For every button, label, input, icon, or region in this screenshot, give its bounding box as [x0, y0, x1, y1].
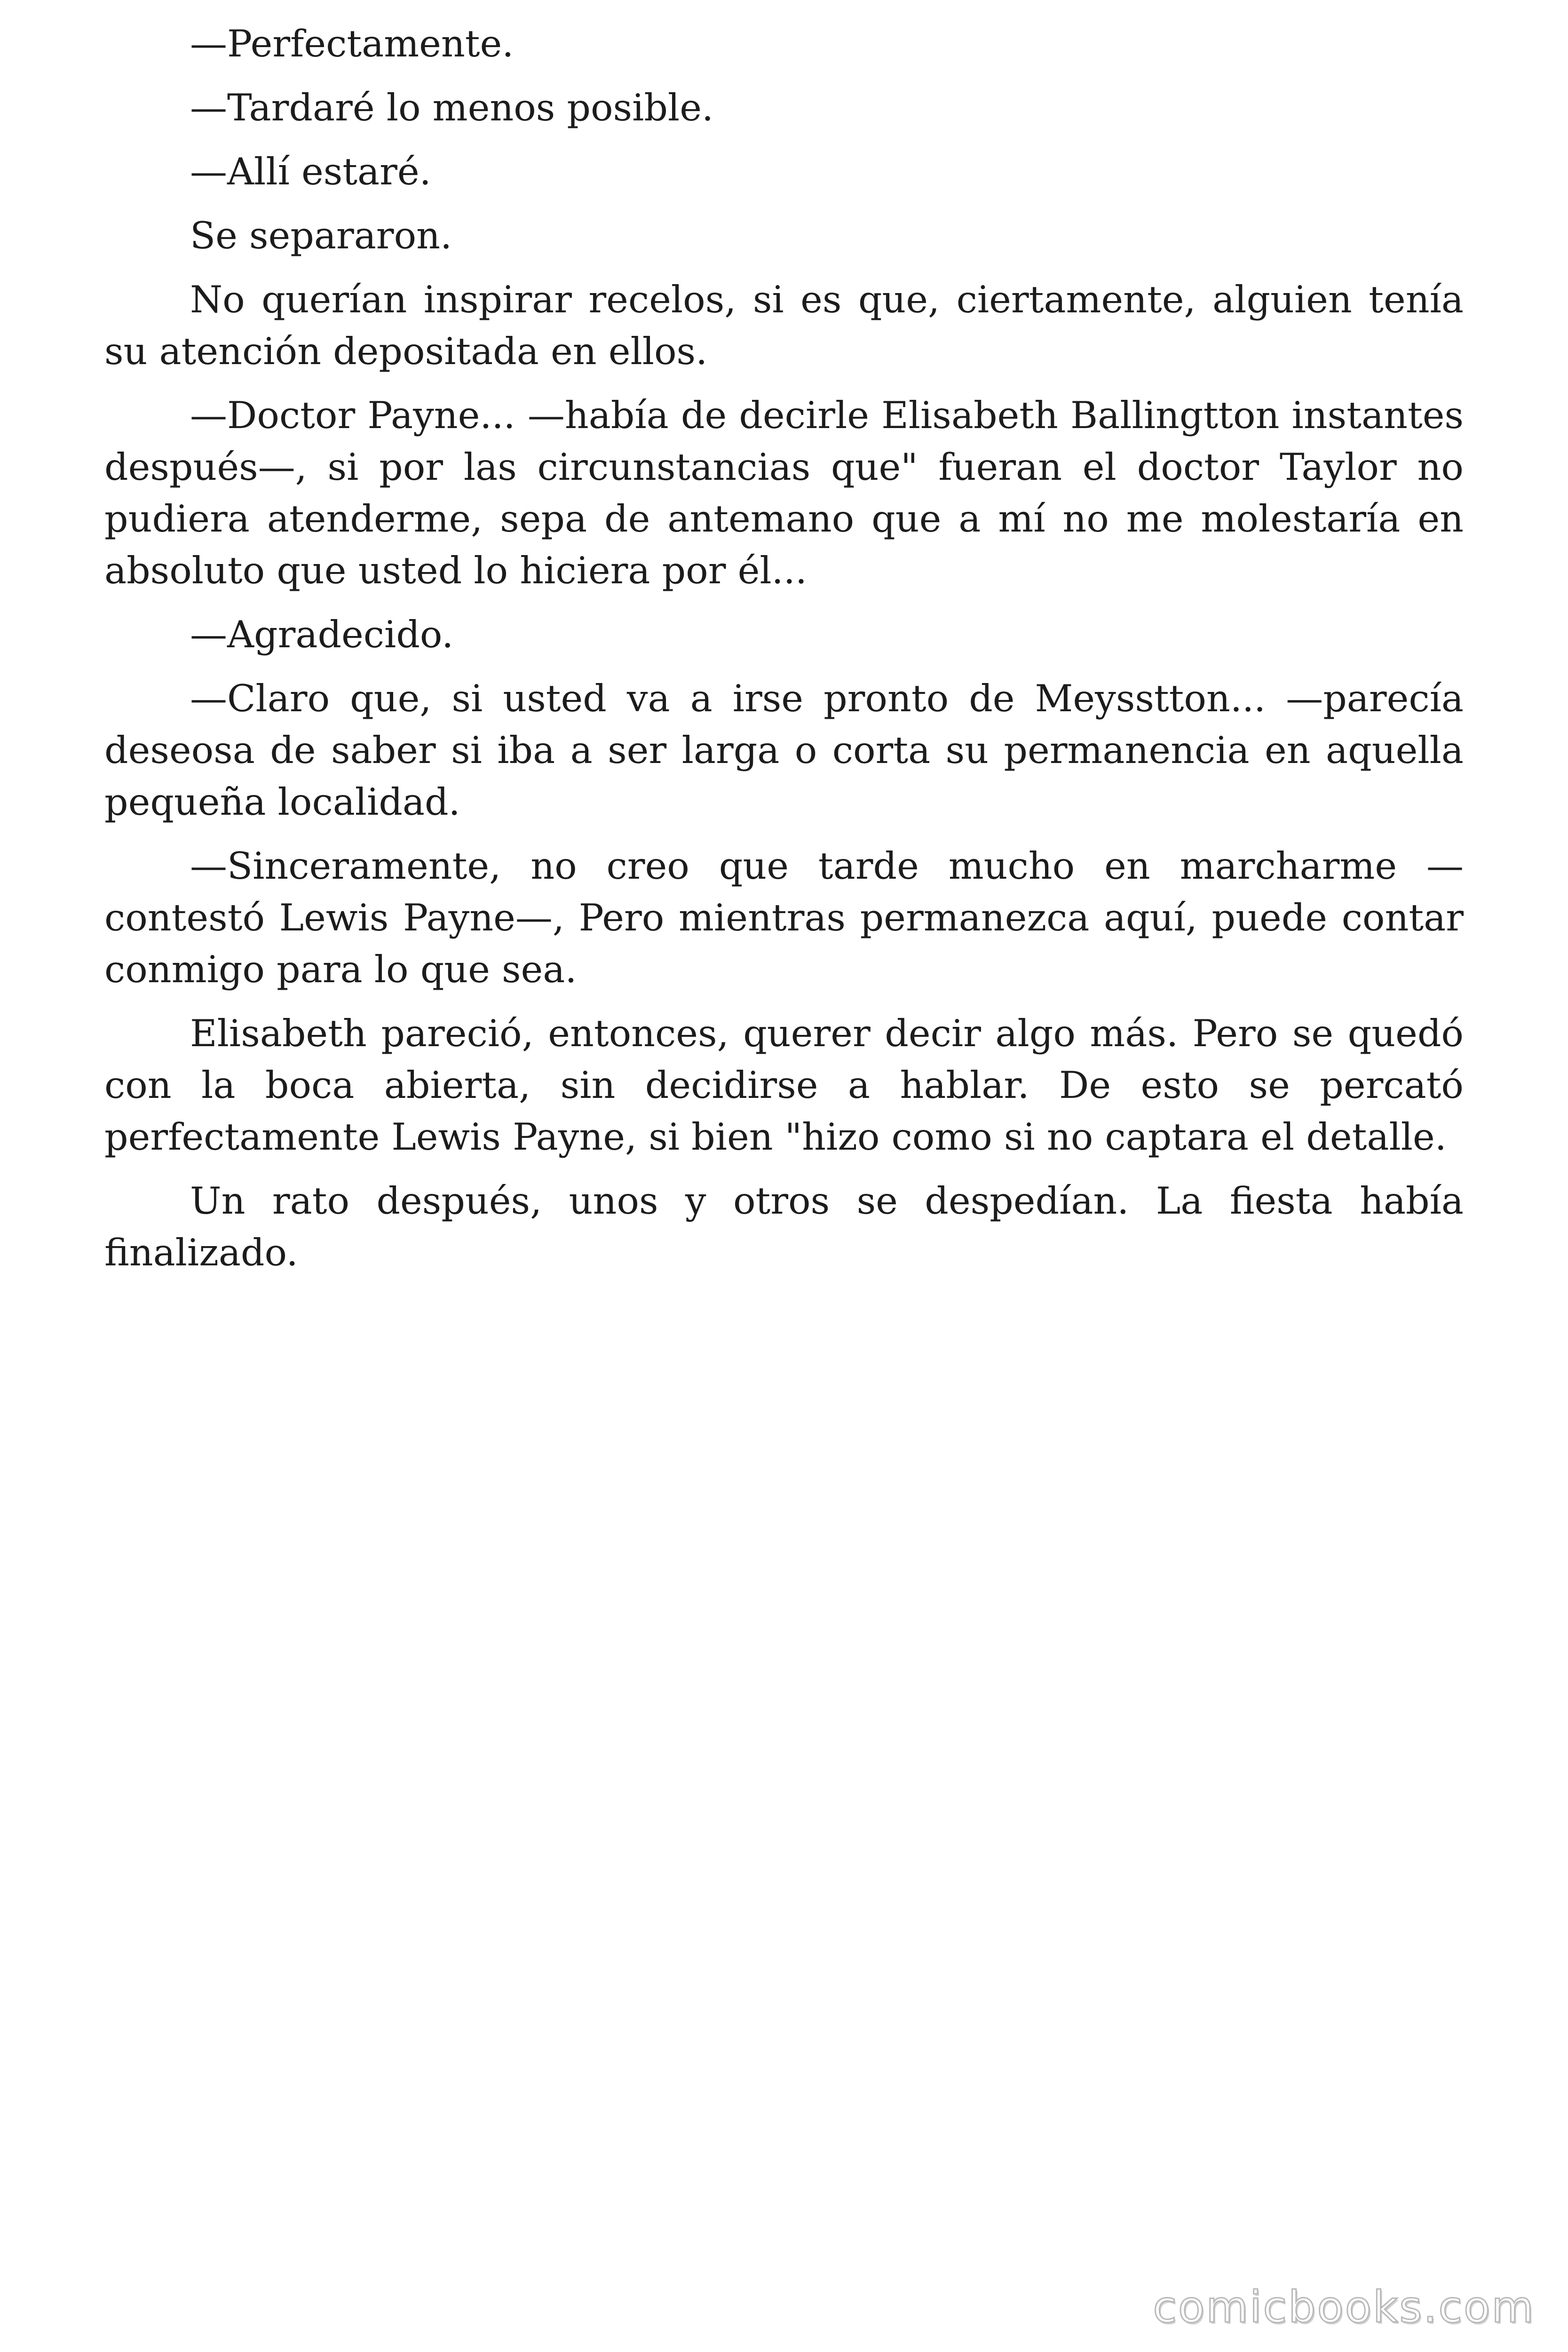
paragraph: —Doctor Payne... —había de decirle Elisabeth Ballingtton instantes después—, si por las circunstancias que" fueran el doctor Taylor no pudiera atenderme, sepa de antemano que a mí no me molestaría en absoluto que usted lo hiciera por él...	[104, 394, 1464, 592]
paragraph: Se separaron.	[190, 214, 452, 257]
paragraph: —Tardaré lo menos posible.	[190, 86, 714, 129]
text-body	[104, 18, 1464, 1291]
paragraph: —Perfectamente.	[190, 22, 514, 65]
paragraph: —Agradecido.	[190, 613, 454, 656]
paragraph: No querían inspirar recelos, si es que, ciertamente, alguien tenía su atención depositada en ellos.	[104, 278, 1464, 373]
paragraph: —Allí estaré.	[190, 150, 431, 193]
paragraph: —Claro que, si usted va a irse pronto de Meysstton... —parecía deseosa de saber si iba a ser larga o corta su permanencia en aquella pequeña localidad.	[104, 677, 1464, 824]
paragraph: Un rato después, unos y otros se despedían. La fiesta había finalizado.	[104, 1179, 1464, 1274]
watermark: comicbooks.com	[1153, 2282, 1535, 2332]
paragraph: —Sinceramente, no creo que tarde mucho en marcharme — contestó Lewis Payne—, Pero mientras permanezca aquí, puede contar conmigo para lo que sea.	[104, 844, 1464, 991]
paragraph: Elisabeth pareció, entonces, querer decir algo más. Pero se quedó con la boca abierta, sin decidirse a hablar. De esto se percató perfectamente Lewis Payne, si bien "hizo como si no captara el detalle.	[104, 1012, 1464, 1159]
